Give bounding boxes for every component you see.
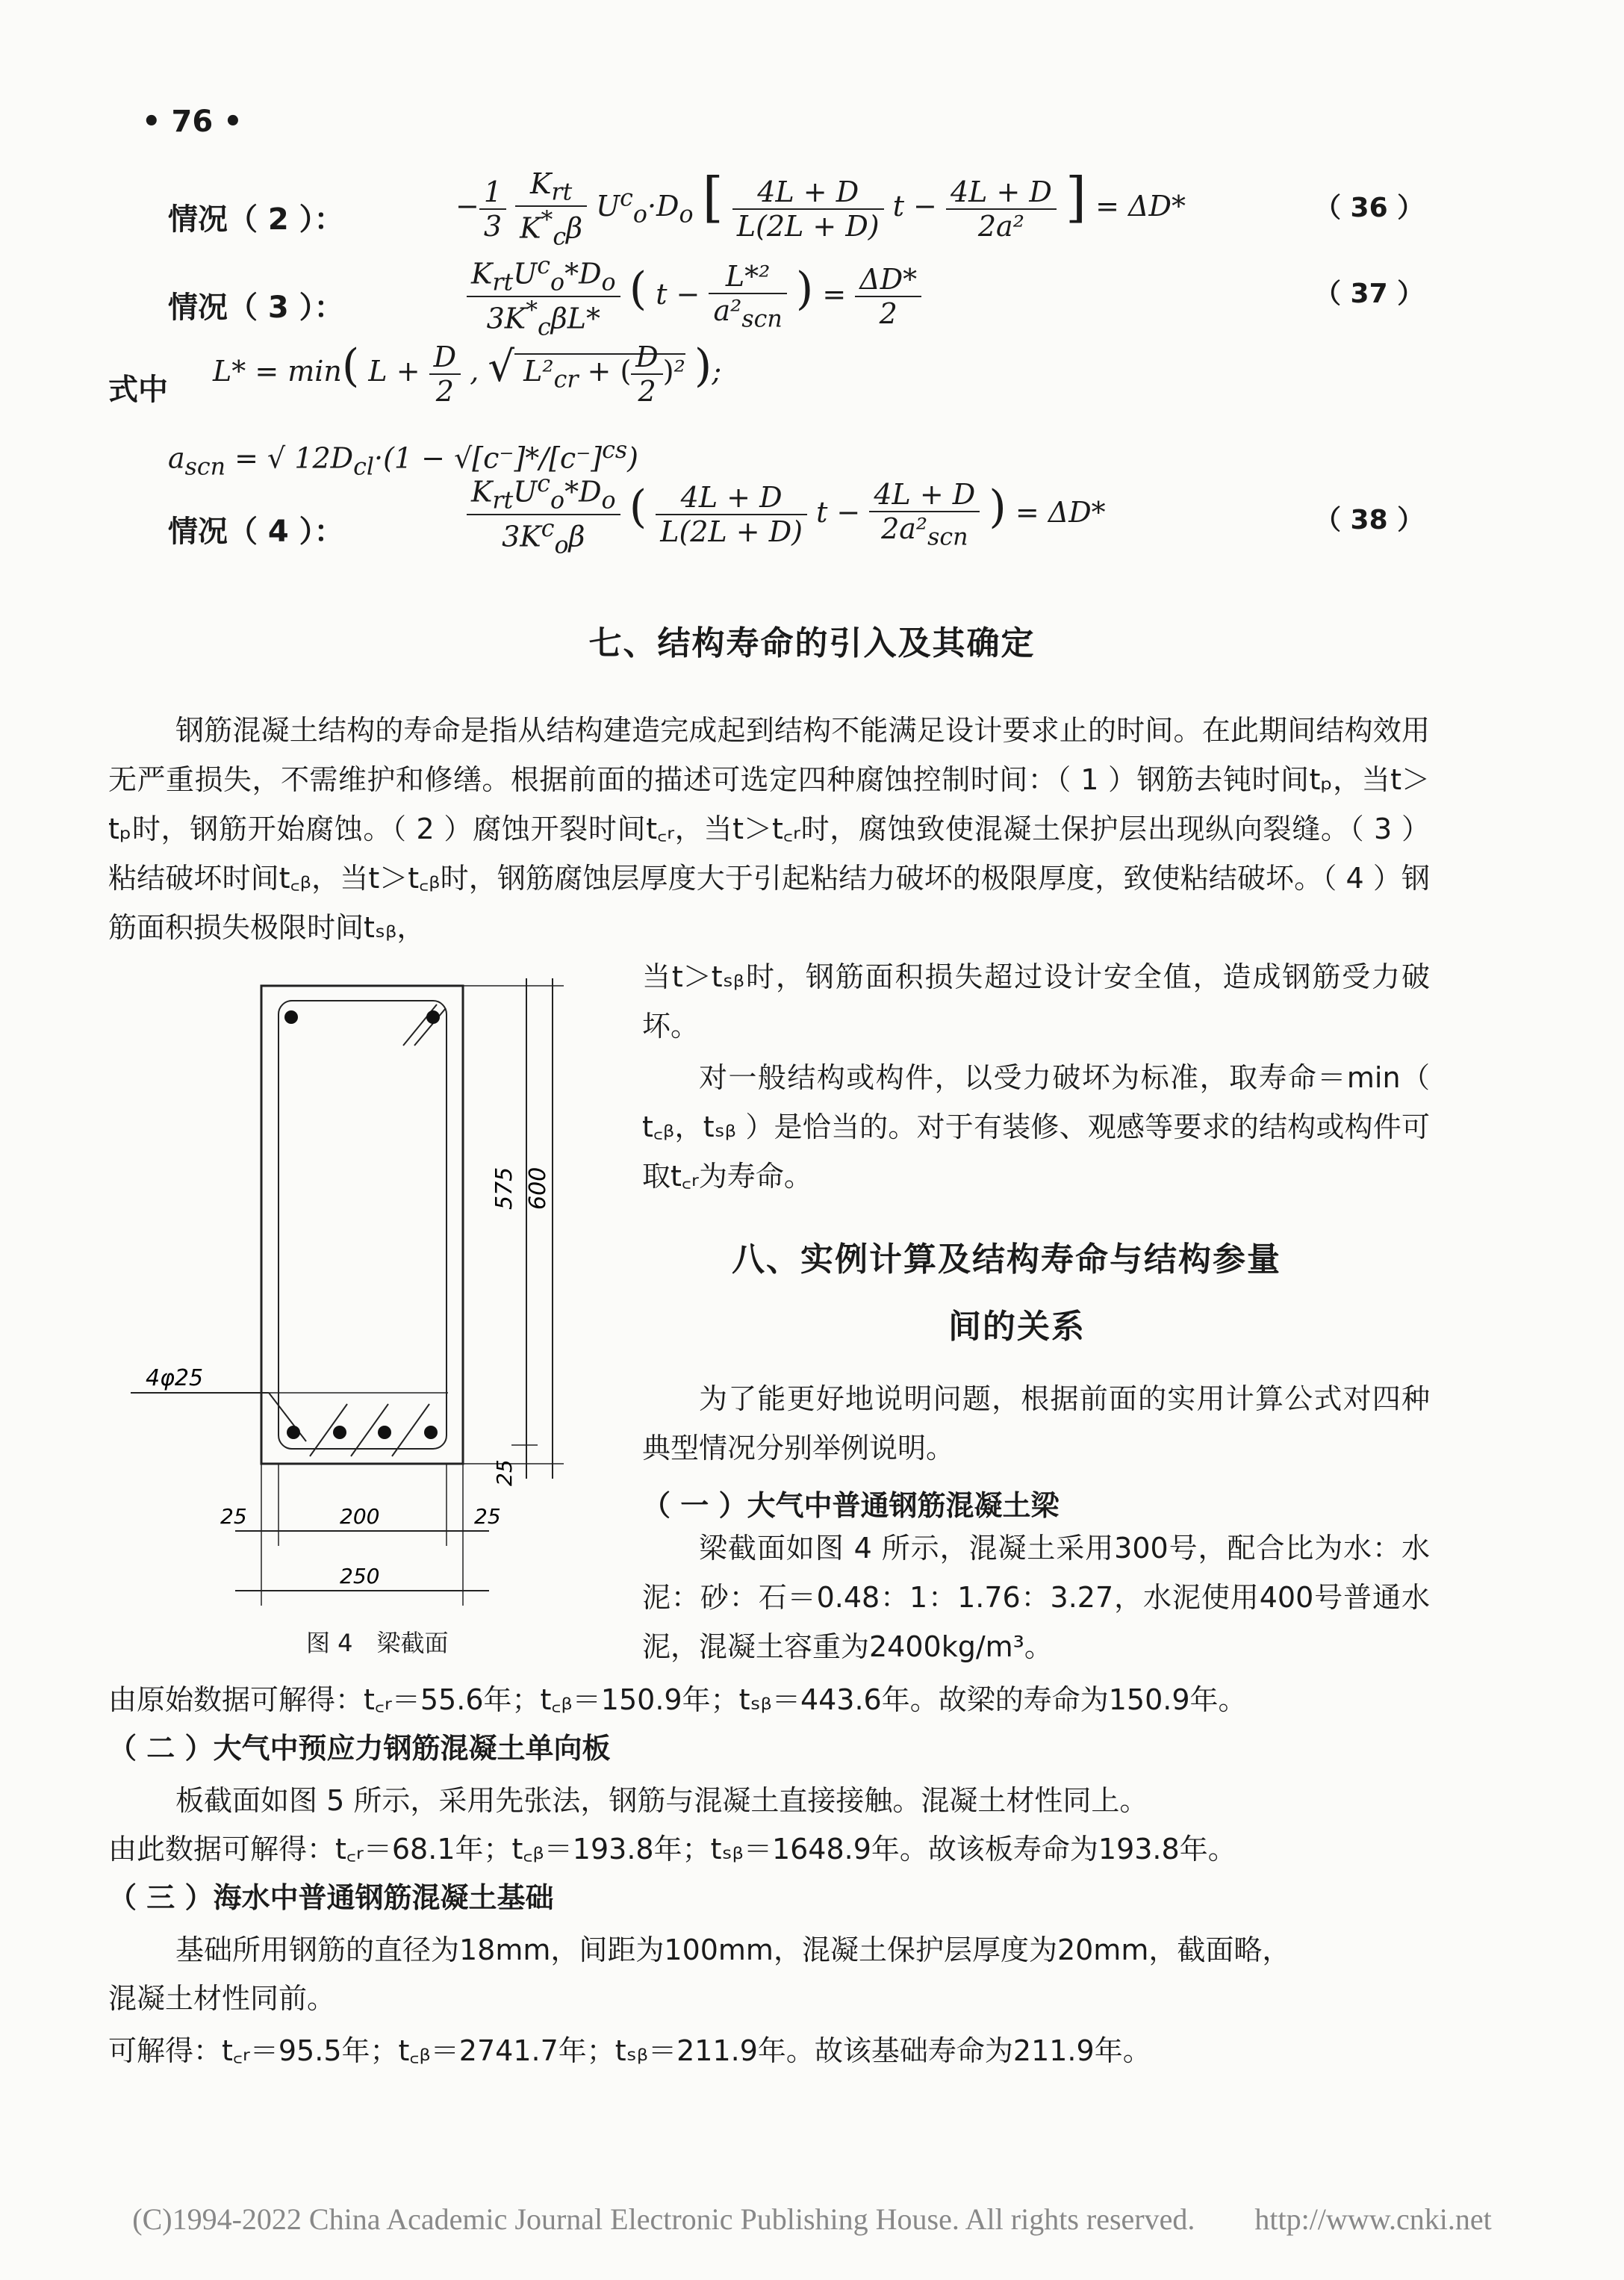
section8-title-line2: 间的关系 [948, 1308, 1086, 1346]
case3-title: （ 三 ）海水中普通钢筋混凝土基础 [108, 1881, 554, 1914]
dim-25-left: 25 [220, 1504, 247, 1529]
case2-text: 板截面如图 5 所示，采用先张法，钢筋与混凝土直接接触。混凝土材性同上。 [175, 1784, 1148, 1817]
eq36-formula: − $\frac{1}{3}$ $\frac{K_{rt}}{K^*_c\beta}$ $U^c_o\cdot D_o$ [ $\frac{4L + D}{L(2L + D)}$ t − $\frac{4L + D}{\text{2a²}}$ ] = ΔD* [455, 166, 1186, 251]
section7-paragraph-cont: 当t＞tₛᵦ时，钢筋面积损失超过设计安全值，造成钢筋受力破坏。 [642, 960, 1430, 1043]
case2-title: （ 二 ）大气中预应力钢筋混凝土单向板 [108, 1732, 611, 1765]
eq38-formula: $\frac{K_{rt}U^c_o*D_o}{3K^c_o\beta}$ ( $\frac{4L + D}{L(2L + D)}$ t − $\frac{4L + D}{2a^2_{scn}}$ ) = ΔD* [467, 470, 1106, 559]
section7-title: 七、结构寿命的引入及其确定 [588, 624, 1036, 662]
eq36-number: （ 36 ） [1314, 193, 1425, 223]
section8-title-line1: 八、实例计算及结构寿命与结构参量 [732, 1240, 1281, 1279]
case2-result: 由此数据可解得：t꜀ᵣ＝68.1年；t꜀ᵦ＝193.8年；tₛᵦ＝1648.9年。故该板寿命为193.8年。 [108, 1833, 1236, 1866]
dim-25-right: 25 [492, 1459, 517, 1486]
lstar-definition: L* = min( L + $\frac{D}{2}$ , √ $L^2_{cr}$ + ( $\frac{D}{2}$ )² ); [213, 340, 722, 408]
page-number: • 76 • [142, 105, 243, 139]
dim-600: 600 [525, 1167, 551, 1210]
acrn-definition: $a_{scn}$ = √ $12D_{cl}\cdot(1 - √[c^-]*/[c^-]^{cs})$ [168, 437, 638, 481]
case3-result: 可解得：t꜀ᵣ＝95.5年；t꜀ᵦ＝2741.7年；tₛᵦ＝211.9年。故该基础寿命为211.9年。 [108, 2034, 1151, 2067]
case3-text-2: 混凝土材性同前。 [108, 1982, 336, 2015]
figure4-caption: 图 4 梁截面 [306, 1629, 449, 1657]
dim-25-bottom: 25 [474, 1504, 501, 1529]
section7-paragraph-2: 对一般结构或构件，以受力破坏为标准，取寿命＝min（ t꜀ᵦ，tₛᵦ ）是恰当的。对于有装修、观感等要求的结构或构件可取t꜀ᵣ为寿命。 [642, 1061, 1430, 1193]
dim-200: 200 [340, 1504, 380, 1529]
case1-title: （ 一 ）大气中普通钢筋混凝土梁 [642, 1489, 1060, 1522]
section7-paragraph: 钢筋混凝土结构的寿命是指从结构建造完成起到结构不能满足设计要求止的时间。在此期间结构效用无严重损失，不需维护和修缮。根据前面的描述可选定四种腐蚀控制时间：（ 1 ）钢筋去钝时间tₚ，当t＞tₚ时，钢筋开始腐蚀。（ 2 ）腐蚀开裂时间t꜀ᵣ，当t＞t꜀ᵣ时，腐蚀致使混凝土保护层出现纵向裂缝。（ 3 ）粘结破坏时间t꜀ᵦ，当t＞t꜀ᵦ时，钢筋腐蚀层厚度大于引起粘结力破坏的极限厚度，致使粘结破坏。（ 4 ）钢筋面积损失极限时间tₛᵦ， [108, 714, 1430, 944]
beam-outline [261, 986, 463, 1464]
case3-text-1: 基础所用钢筋的直径为18mm，间距为100mm，混凝土保护层厚度为20mm，截面略， [175, 1933, 1291, 1966]
dim-250: 250 [340, 1564, 380, 1588]
dim-575: 575 [491, 1167, 517, 1210]
case1-text: 梁截面如图 4 所示，混凝土采用300号，配合比为水：水泥：砂：石＝0.48：1：1.76：3.27，水泥使用400号普通水泥，混凝土容重为2400kg/m³。 [642, 1532, 1430, 1663]
figure4-beam-section [123, 963, 631, 1621]
eq38-label: 情况（ 4 ）： [168, 515, 344, 549]
eq38-number: （ 38 ） [1314, 505, 1425, 535]
where-label: 式中 [108, 373, 168, 407]
copyright-footer: (C)1994-2022 China Academic Journal Electronic Publishing House. All rights reserved. http://www.cnki.net [132, 2202, 1492, 2236]
eq37-label: 情况（ 3 ）： [168, 291, 344, 325]
stirrup [279, 1001, 447, 1449]
eq36-label: 情况（ 2 ）： [168, 202, 344, 237]
eq37-formula: $\frac{K_{rt}U^c_o*D_o}{3K^*_c\beta L*}$ ( t − $\frac{\text{L*²}}{a^2_{scn}}$ ) = $\frac{\Delta D*}{2}$ [467, 252, 921, 341]
eq37-number: （ 37 ） [1314, 279, 1425, 309]
case1-result: 由原始数据可解得：t꜀ᵣ＝55.6年；t꜀ᵦ＝150.9年；tₛᵦ＝443.6年。故梁的寿命为150.9年。 [108, 1683, 1247, 1716]
rebar-label: 4φ25 [146, 1365, 204, 1391]
section8-intro: 为了能更好地说明问题，根据前面的实用计算公式对四种典型情况分别举例说明。 [642, 1382, 1430, 1464]
